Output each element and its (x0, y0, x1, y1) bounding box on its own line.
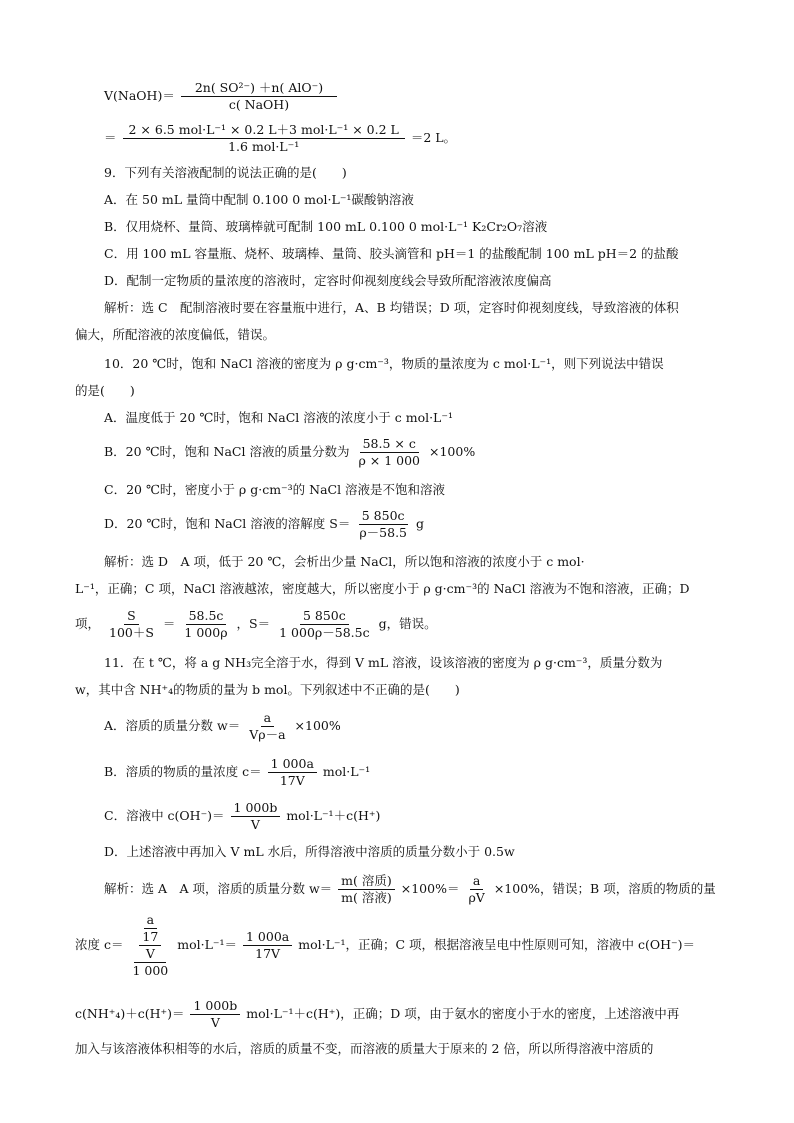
q11-an3-fraction (190, 998, 240, 1031)
q11-an2-fraction2 (243, 929, 292, 962)
q10-analysis-line3 (75, 608, 437, 641)
q10-option-a: A．温度低于 20 ℃时，饱和 NaCl 溶液的浓度小于 c mol·L⁻¹ (104, 410, 453, 425)
q11-an2-inner-denominator: 17 (139, 929, 161, 946)
q11-an1-fraction1 (338, 873, 395, 906)
q11-an1-fraction2 (465, 873, 487, 906)
q10-d-denominator: ρ－58.5 (359, 525, 407, 540)
q10-option-c: C．20 ℃时，密度小于 ρ g·cm⁻³的 NaCl 溶液是不饱和溶液 (104, 482, 446, 497)
q10-an3-fraction2 (181, 608, 230, 641)
q10-an3-prefix: 项， (75, 616, 101, 631)
q11-b-numerator: 1 000a (268, 756, 317, 773)
q10-d-fraction (356, 508, 410, 541)
q11-a-fraction (246, 710, 288, 743)
calc-numerator: 2 × 6.5 mol·L⁻¹ × 0.2 L＋3 mol·L⁻¹ × 0.2 L (123, 122, 405, 139)
q11-an3-suffix: mol·L⁻¹＋c(H⁺)，正确；D 项，由于氨水的密度小于水的密度，上述溶液中再 (246, 1006, 680, 1021)
q11-analysis-line2 (75, 912, 695, 979)
q11-an2-nested-fraction (129, 912, 171, 979)
calc-denominator: 1.6 mol·L⁻¹ (228, 139, 300, 154)
q10-option-b (104, 436, 475, 469)
q10-option-d (104, 508, 424, 541)
q11-option-a (104, 710, 341, 743)
q9-analysis-line1: 解析：选 C 配制溶液时要在容量瓶中进行，A、B 均错误；D 项，定容时仰视刻度线，导致溶液的体积 (104, 300, 679, 315)
q10-d-numerator: 5 850c (359, 508, 408, 525)
q10-b-text: B．20 ℃时，饱和 NaCl 溶液的质量分数为 (104, 444, 350, 459)
q11-a-suffix: ×100% (294, 718, 341, 733)
q11-a-denominator: Vρ－a (249, 727, 286, 742)
calc-suffix: ＝2 L。 (410, 130, 457, 145)
q10-an3-f2-numerator: 58.5c (186, 608, 227, 625)
v-numerator: 2n( SO²⁻) ＋n( AlO⁻) (181, 80, 337, 97)
q11-c-numerator: 1 000b (231, 800, 281, 817)
q11-b-denominator: 17V (279, 773, 305, 788)
q11-c-text: C．溶液中 c(OH⁻)＝ (104, 808, 225, 823)
v-lhs: V(NaOH)＝ (104, 88, 175, 103)
q11-an2-nested-denominator: 1 000 (132, 963, 169, 978)
q11-an1-f1-denominator: m( 溶液) (341, 890, 392, 905)
q10-analysis-line1: 解析：选 D A 项，低于 20 ℃，会析出少量 NaCl，所以饱和溶液的浓度小于 c mol· (104, 554, 585, 569)
q10-an3-fraction1 (106, 608, 157, 641)
v-denominator: c( NaOH) (228, 97, 290, 112)
q11-an3-denominator: V (210, 1015, 220, 1030)
q11-option-c (104, 800, 380, 833)
q10-stem-line1: 10．20 ℃时，饱和 NaCl 溶液的密度为 ρ g·cm⁻³，物质的量浓度为 c mol·L⁻¹，则下列说法中错误 (104, 356, 664, 371)
q11-analysis-line3 (75, 998, 679, 1031)
q9-option-b: B．仅用烧杯、量筒、玻璃棒就可配制 100 mL 0.100 0 mol·L⁻¹ K₂Cr₂O₇溶液 (104, 219, 548, 234)
q11-an1-f2-numerator: a (470, 873, 483, 890)
q11-an2-f2-numerator: 1 000a (243, 929, 292, 946)
q11-an2-prefix: 浓度 c＝ (75, 937, 124, 952)
q11-analysis-line4: 加入与该溶液体积相等的水后，溶质的质量不变，而溶液的质量大于原来的 2 倍，所以所得溶液中溶质的 (75, 1041, 654, 1056)
q11-an1-f2-denominator: ρV (468, 890, 485, 905)
q10-an3-mid: ，S＝ (236, 616, 271, 631)
q10-an3-f1-numerator: S (124, 608, 139, 625)
q11-an3-prefix: c(NH⁺₄)＋c(H⁺)＝ (75, 1006, 185, 1021)
formula-calc (104, 122, 456, 155)
q11-an1-f1-numerator: m( 溶质) (338, 873, 395, 890)
q10-b-numerator: 58.5 × c (360, 436, 419, 453)
q10-b-suffix: ×100% (428, 444, 476, 459)
q10-an3-f2-denominator: 1 000ρ (184, 625, 228, 640)
q11-b-fraction (268, 756, 317, 789)
q10-an3-fraction3 (276, 608, 372, 641)
q9-stem: 9．下列有关溶液配制的说法正确的是( ) (104, 165, 347, 180)
q11-an1-mid: ×100%＝ (400, 881, 460, 896)
q11-c-fraction (231, 800, 281, 833)
q11-a-text: A．溶质的质量分数 w＝ (104, 718, 241, 733)
calc-fraction (123, 122, 405, 155)
q11-stem-line1: 11．在 t ℃，将 a g NH₃完全溶于水，得到 V mL 溶液，设该溶液的密度为 ρ g·cm⁻³，质量分数为 (104, 655, 663, 670)
q11-a-numerator: a (261, 710, 274, 727)
q9-option-d: D．配制一定物质的量浓度的溶液时，定容时仰视刻度线会导致所配溶液浓度偏高 (104, 273, 552, 288)
q11-an2-unit: mol·L⁻¹＝ (177, 937, 238, 952)
q10-b-fraction (355, 436, 423, 469)
q11-an2-v: V (145, 946, 155, 961)
q9-option-a: A．在 50 mL 量筒中配制 0.100 0 mol·L⁻¹碳酸钠溶液 (104, 192, 414, 207)
q11-an3-numerator: 1 000b (190, 998, 240, 1015)
q11-c-suffix: mol·L⁻¹＋c(H⁺) (286, 808, 381, 823)
q10-an3-f3-numerator: 5 850c (300, 608, 349, 625)
q9-option-c: C．用 100 mL 容量瓶、烧杯、玻璃棒、量筒、胶头滴管和 pH＝1 的盐酸配制 100 mL pH＝2 的盐酸 (104, 246, 679, 261)
q11-an2-f2-denominator: 17V (255, 946, 281, 961)
q11-c-denominator: V (250, 817, 260, 832)
q11-an2-suffix: mol·L⁻¹，正确；C 项，根据溶液呈电中性原则可知，溶液中 c(OH⁻)＝ (298, 937, 696, 952)
q11-an2-inner-fraction (139, 912, 161, 962)
q10-d-suffix: g (415, 516, 424, 531)
q10-b-denominator: ρ × 1 000 (358, 453, 420, 468)
formula-v-naoh (104, 80, 339, 113)
v-fraction (181, 80, 337, 113)
q9-analysis-line2: 偏大，所配溶液的浓度偏低，错误。 (75, 327, 276, 342)
q11-b-suffix: mol·L⁻¹ (322, 764, 371, 779)
q11-option-b (104, 756, 370, 789)
q11-an2-nested-numerator (134, 912, 166, 963)
q11-option-d: D．上述溶液中再加入 V mL 水后，所得溶液中溶质的质量分数小于 0.5w (104, 844, 515, 859)
q10-an3-equals: ＝ (162, 616, 176, 631)
q11-stem-line2: w，其中含 NH⁺₄的物质的量为 b mol。下列叙述中不正确的是( ) (75, 682, 460, 697)
q10-stem-line2: 的是( ) (75, 383, 135, 398)
q11-b-text: B．溶质的物质的量浓度 c＝ (104, 764, 262, 779)
q10-an3-f1-denominator: 100＋S (109, 625, 154, 640)
calc-prefix: ＝ (104, 130, 117, 145)
q10-analysis-line2: L⁻¹，正确；C 项，NaCl 溶液越浓，密度越大，所以密度小于 ρ g·cm⁻³的 NaCl 溶液为不饱和溶液，正确；D (75, 581, 690, 596)
q11-analysis-line1 (104, 873, 716, 906)
q10-an3-f3-denominator: 1 000ρ－58.5c (279, 625, 370, 640)
q10-an3-suffix: g，错误。 (378, 616, 437, 631)
q11-an2-inner-numerator: a (144, 912, 157, 929)
q11-an1-suffix: ×100%，错误；B 项，溶质的物质的量 (493, 881, 716, 896)
q11-an1-text: 解析：选 A A 项，溶质的质量分数 w＝ (104, 881, 333, 896)
q10-d-text: D．20 ℃时，饱和 NaCl 溶液的溶解度 S＝ (104, 516, 351, 531)
